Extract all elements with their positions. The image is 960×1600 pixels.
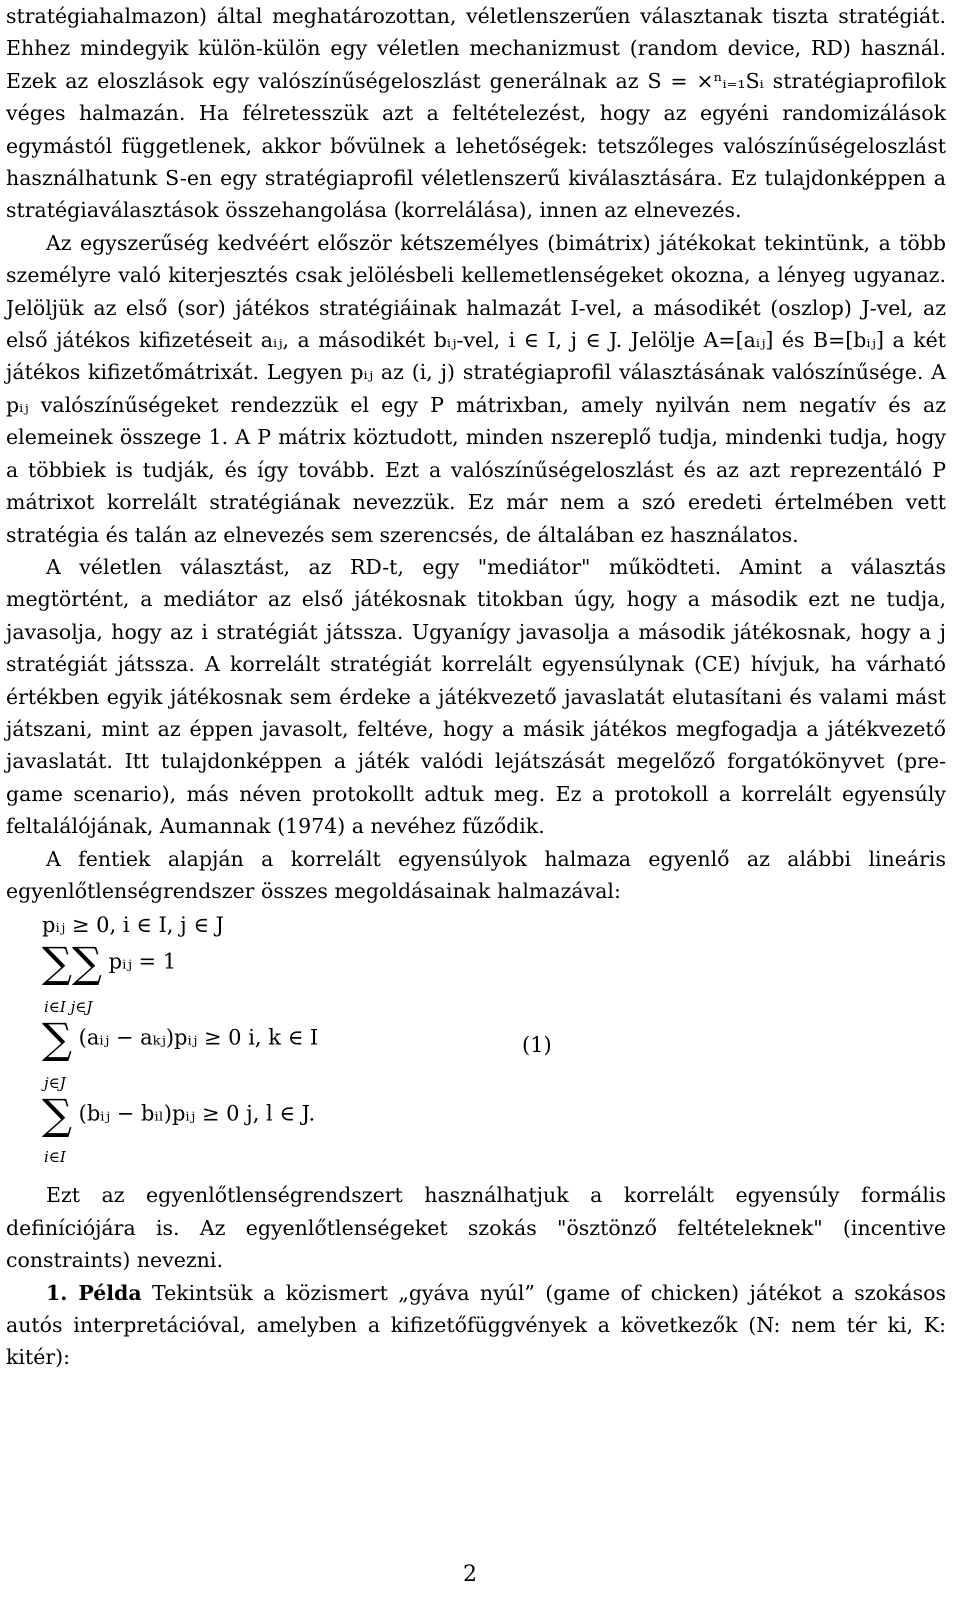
equation-sum-one [42,938,177,988]
sum-index-i: i∈I [44,1148,66,1167]
equation-incentive-row-body: (aᵢⱼ − aₖⱼ)pᵢⱼ ≥ 0 i, k ∈ I [78,1025,319,1050]
sum-index-j: j∈J [44,1074,66,1093]
paragraph-example [6,1277,946,1374]
body-text [6,0,946,1374]
equation-sum-one-body: pᵢⱼ = 1 [108,949,177,974]
equation-nonnegativity: pᵢⱼ ≥ 0, i ∈ I, j ∈ J [42,913,224,938]
double-sum-symbol: ∑∑ [42,938,102,988]
sum-index-ij: i∈I j∈J [44,998,93,1017]
example-text: Tekintsük a közismert „gyáva nyúl” (game of chicken) játékot a szokásos autós interpretációval, amelyben a kifizetőfüggvények a következők (N: nem tér ki, K: kitér): [6,1280,946,1370]
equation-incentive-col-body: (bᵢⱼ − bᵢₗ)pᵢⱼ ≥ 0 j, l ∈ J. [78,1101,316,1126]
sum-symbol: ∑ [42,1090,72,1140]
paragraph-bimatrix: Az egyszerűség kedvéért először kétszemélyes (bimátrix) játékokat tekintünk, a több személyre való kiterjesztés csak jelölésbeli kellemetlenségeket okozna, a lényeg ugyanaz. Jelöljük az első (sor) játékos stratégiáinak halmazát I-vel, a másodikét (oszlop) J-vel, az első játékos kifizetéseit aᵢⱼ, a másodikét bᵢⱼ-vel, i ∈ I, j ∈ J. Jelölje A=[aᵢⱼ] és B=[bᵢⱼ] a két játékos kifizetőmátrixát. Legyen pᵢⱼ az (i, j) stratégiaprofil választásának valószínűsége. A pᵢⱼ valószínűségeket rendezzük el egy P mátrixban, amely nyilván nem negatív és az elemeinek összege 1. A P mátrix köztudott, minden nszereplő tudja, mindenki tudja, hogy a többiek is tudják, és így tovább. Ezt a valószínűségeloszlást és az azt reprezentáló P mátrixot korrelált stratégiának nevezzük. Ez már nem a szó eredeti értelmében vett stratégia és talán az elnevezés sem szerencsés, de általában ez használatos. [6,230,946,547]
paragraph-random-device: stratégiahalmazon) által meghatározottan, véletlenszerűen választanak tiszta stratégiát. Ehhez mindegyik külön-külön egy véletlen mechanizmust (random device, RD) használ. Ezek az eloszlások egy valószínűségeloszlást generálnak az S = ×ⁿᵢ₌₁Sᵢ stratégiaprofilok véges halmazán. Ha félretesszük azt a feltételezést, hogy az egyéni randomizálások egymástól függetlenek, akkor bővülnek a lehetőségek: tetszőleges valószínűségeloszlást használhatunk S-en egy stratégiaprofil véletlenszerű kiválasztására. Ez tulajdonképpen a stratégiaválasztások összehangolása (korrelálása), innen az elnevezés. [6,4,946,223]
page-number: 2 [463,1562,477,1587]
equation-incentive-col [42,1090,316,1140]
example-label: 1. Példa [46,1280,142,1305]
paragraph-incentive-constraints: Ezt az egyenlőtlenségrendszert használhatjuk a korrelált egyensúly formális definíciójára is. Az egyenlőtlenségeket szokás "ösztönző feltételeknek" (incentive constraints) nevezni. [6,1183,946,1273]
sum-symbol: ∑ [42,1014,72,1064]
equation-number: (1) [522,1033,552,1058]
equation-incentive-row [42,1014,319,1064]
paragraph-mediator: A véletlen választást, az RD-t, egy "mediátor" működteti. Amint a választás megtörtént, a mediátor az első játékosnak titokban úgy, hogy a második ezt ne tudja, javasolja, hogy az i stratégiát játssza. Ugyanígy javasolja a második játékosnak, hogy a j stratégiát játssza. A korrelált stratégiát korrelált egyensúlynak (CE) hívjuk, ha várható értékben egyik játékosnak sem érdeke a játékvezető javaslatát elutasítani és valami mást játszani, mint az éppen javasolt, feltéve, hogy a másik játékos megfogadja a játékvezető javaslatát. Itt tulajdonképpen a játék valódi lejátszását megelőző forgatókönyvet (pre-game scenario), más néven protokollt adtuk meg. Ez a protokoll a korrelált egyensúly feltalálójának, Aumannak (1974) a nevéhez fűződik. [6,554,946,839]
equation-system [6,909,946,1167]
paragraph-inequalities-intro: A fentiek alapján a korrelált egyensúlyok halmaza egyenlő az alábbi lineáris egyenlőtlenségrendszer összes megoldásainak halmazával: [6,846,946,903]
